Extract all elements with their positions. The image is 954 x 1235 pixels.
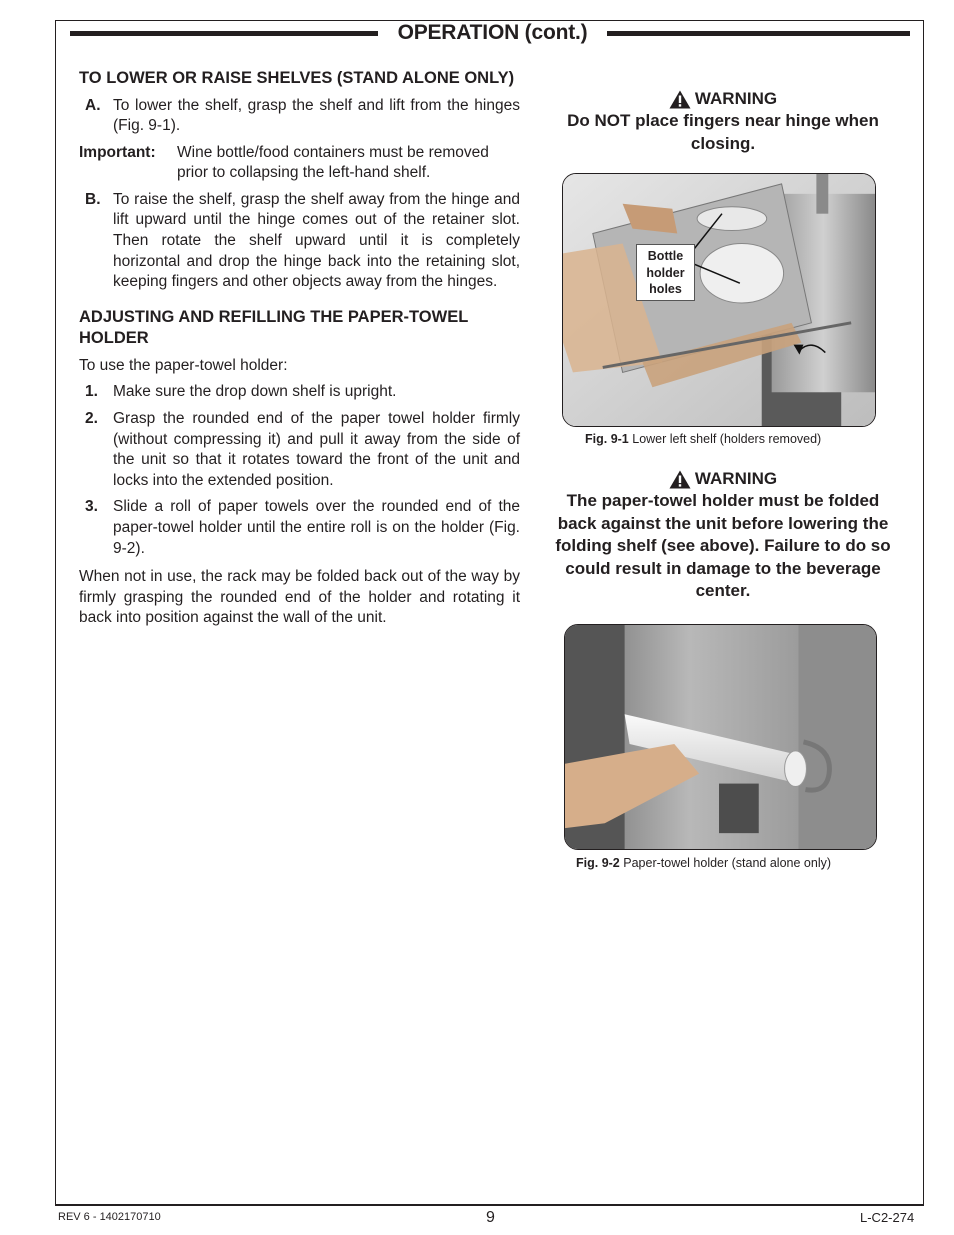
section-heading-paper-towel: ADJUSTING AND REFILLING THE PAPER-TOWEL HOLDER [79, 307, 468, 348]
warning-body: Do NOT place fingers near hinge when closing. [567, 111, 879, 153]
step-label: 2. [85, 410, 98, 428]
important-text: Wine bottle/food containers must be removed prior to collapsing the left-hand shelf. [177, 143, 489, 182]
step-3 [79, 497, 520, 559]
step-1 [79, 382, 520, 403]
figure-9-1-caption: Fig. 9-1 Lower left shelf (holders removed) [585, 432, 822, 446]
section-heading-shelves: TO LOWER OR RAISE SHELVES (STAND ALONE ONLY) [79, 69, 515, 87]
important-label: Important: [79, 143, 156, 161]
important-note [79, 143, 520, 184]
left-column [79, 68, 520, 629]
paper-towel-photo-illustration [565, 625, 876, 849]
figure-9-2-caption: Fig. 9-2 Paper-towel holder (stand alone only) [576, 856, 832, 870]
step-text: Grasp the rounded end of the paper towel holder firmly (without compressing it) and pull it away from the side of the unit so that it rotates toward the front of the unit and locks into the extended position. [113, 410, 520, 489]
header-rule-right [607, 31, 910, 36]
shelf-photo-illustration [563, 174, 875, 426]
step-label: 3. [85, 498, 98, 516]
document-code: L-C2-274 [860, 1210, 915, 1225]
figure-9-2-photo [564, 624, 877, 850]
step-text: To lower the shelf, grasp the shelf and lift from the hinges (Fig. 9-1). [113, 96, 520, 135]
warning-title: WARNING [694, 89, 778, 108]
page-title: OPERATION (cont.) [397, 21, 588, 44]
page-number: 9 [486, 1209, 495, 1226]
step-text: To raise the shelf, grasp the shelf away from the hinge and lift upward until the hinge comes out of the retainer slot. Then rotate the shelf upward until it is completely horizontal and drop the hinge back into the retaining slot, keeping fingers and other objects away from the hinges. [113, 190, 520, 291]
step-a [79, 96, 520, 137]
step-label: B. [85, 190, 101, 208]
right-column-lower [548, 468, 898, 603]
step-label: A. [85, 96, 101, 114]
warning-triangle-icon [669, 470, 691, 489]
right-column [548, 88, 898, 155]
step-text: Make sure the drop down shelf is upright. [113, 383, 397, 401]
warning-body: The paper-towel holder must be folded back against the unit before lowering the folding shelf (see above). Failure to do so could result in damage to the beverage center. [555, 491, 891, 600]
intro-text: To use the paper-towel holder: [79, 356, 288, 374]
warning-hinge [548, 88, 898, 155]
bottle-holder-holes-callout: Bottle holder holes [636, 244, 695, 301]
step-label: 1. [85, 383, 98, 401]
revision-number: REV 6 - 1402170710 [58, 1211, 161, 1223]
figure-9-1-photo [562, 173, 876, 427]
warning-triangle-icon [669, 90, 691, 109]
warning-paper-towel [548, 468, 898, 603]
step-b [79, 190, 520, 293]
step-text: Slide a roll of paper towels over the rounded end of the paper-towel holder until the entire roll is on the holder (Fig. 9-2). [113, 498, 520, 557]
closing-text: When not in use, the rack may be folded back out of the way by firmly grasping the rounded end of the holder and rotating it back into position against the wall of the unit. [79, 568, 520, 627]
header-rule-left [70, 31, 378, 36]
warning-title: WARNING [694, 469, 778, 488]
step-2 [79, 409, 520, 491]
